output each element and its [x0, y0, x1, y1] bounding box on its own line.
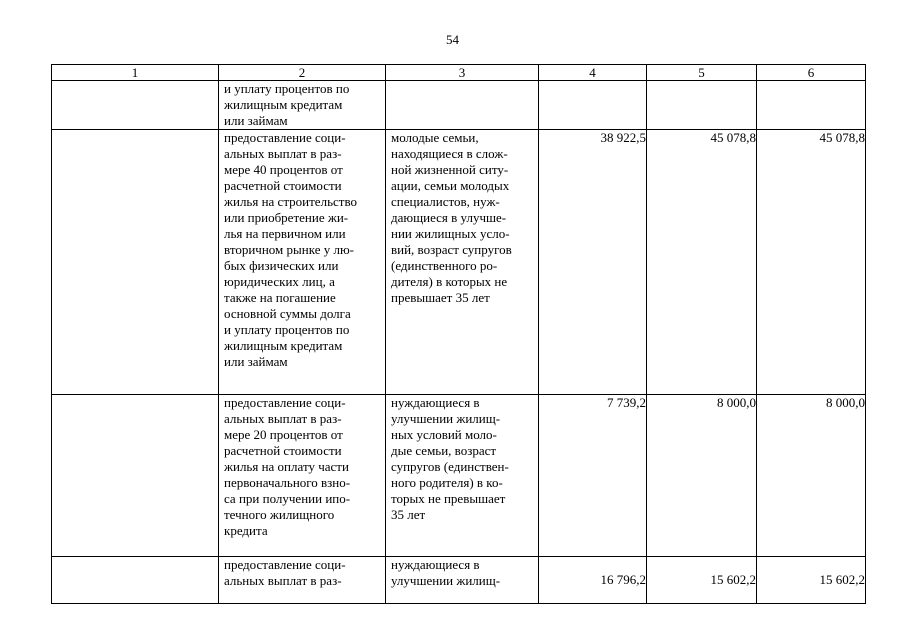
table-row [52, 81, 866, 130]
value-col-6: 45 078,8 [757, 130, 866, 395]
value-col-4 [539, 81, 647, 130]
measure-description: предоставление соци- альных выплат в раз- мере 40 процентов от расчетной стоимости жилья на строительство или приобретение жи- лья на первичном или вторичном рынке у лю- бых физических или юридических лиц, а также на погашение основной суммы долга и уплату процентов по жилищным кредитам или займам [219, 130, 386, 395]
data-table [51, 64, 866, 604]
value-col-4: 16 796,2 [539, 557, 647, 604]
value-col-6: 15 602,2 [757, 557, 866, 604]
measure-description: предоставление соци- альных выплат в раз- мере 20 процентов от расчетной стоимости жилья на оплату части первоначального взно- са при получении ипо- течного жилищного кредита [219, 395, 386, 557]
table-header-row [52, 65, 866, 81]
column-header: 1 [52, 65, 219, 81]
table-row [52, 395, 866, 557]
value-col-5 [647, 81, 757, 130]
table-cell [52, 395, 219, 557]
value-col-5: 15 602,2 [647, 557, 757, 604]
measure-description: предоставление соци- альных выплат в раз- [219, 557, 386, 604]
column-header: 5 [647, 65, 757, 81]
column-header: 3 [386, 65, 539, 81]
value-col-5: 45 078,8 [647, 130, 757, 395]
table-cell [52, 557, 219, 604]
value-col-6 [757, 81, 866, 130]
table-cell [52, 130, 219, 395]
value-col-4: 38 922,5 [539, 130, 647, 395]
target-group: нуждающиеся в улучшении жилищ- ных условий моло- дые семьи, возраст супругов (единствен- ного родителя) в ко- торых не превышает 35 лет [386, 395, 539, 557]
value-col-4: 7 739,2 [539, 395, 647, 557]
target-group: молодые семьи, находящиеся в слож- ной жизненной ситу- ации, семьи молодых специалистов, нуж- дающиеся в улучше- нии жилищных усло- вий, возраст супругов (единственного ро- дителя) в которых не превышает 35 лет [386, 130, 539, 395]
table-row [52, 557, 866, 604]
target-group [386, 81, 539, 130]
page-number: 54 [446, 32, 459, 47]
column-header: 2 [219, 65, 386, 81]
target-group: нуждающиеся в улучшении жилищ- [386, 557, 539, 604]
table-row [52, 130, 866, 395]
column-header: 4 [539, 65, 647, 81]
measure-description: и уплату процентов по жилищным кредитам или займам [219, 81, 386, 130]
value-col-5: 8 000,0 [647, 395, 757, 557]
column-header: 6 [757, 65, 866, 81]
table-cell [52, 81, 219, 130]
value-col-6: 8 000,0 [757, 395, 866, 557]
